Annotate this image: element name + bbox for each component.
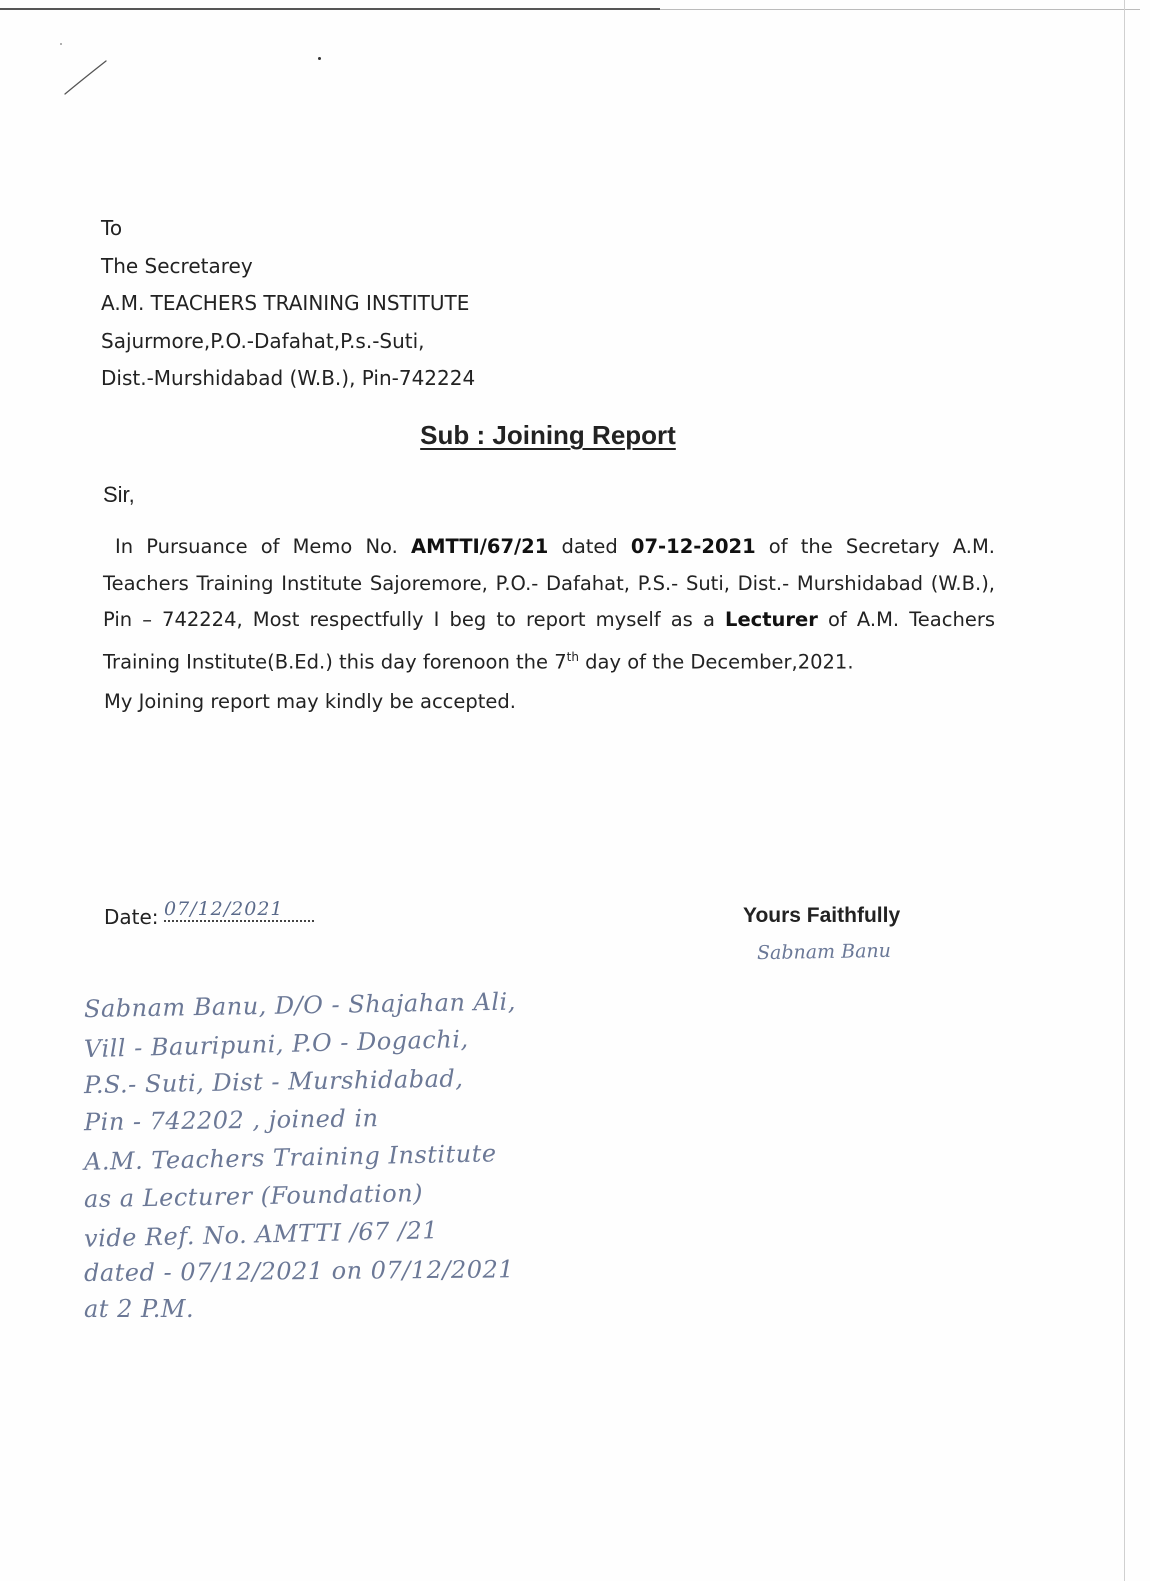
pen-tick-mark	[62, 58, 110, 98]
scan-edge-line-faint	[660, 9, 1140, 10]
scan-edge-line	[0, 8, 660, 10]
subject-text: Sub : Joining Report	[420, 420, 676, 450]
handwritten-line: Vill - Bauripuni, P.O - Dogachi,	[83, 1025, 469, 1064]
handwritten-note	[84, 986, 554, 1328]
date-label: Date:	[104, 905, 159, 929]
handwritten-line: vide Ref. No. AMTTI /67 /21	[83, 1216, 439, 1253]
recipient-address	[101, 210, 475, 398]
handwritten-line: A.M. Teachers Training Institute	[83, 1139, 497, 1176]
address-to: To	[101, 216, 123, 240]
memo-date: 07-12-2021	[630, 535, 756, 558]
scan-right-edge	[1124, 0, 1125, 1581]
post-title: Lecturer	[725, 608, 818, 631]
body-text-5: day of the December,2021.	[585, 650, 854, 673]
handwritten-line: P.S.- Suti, Dist - Murshidabad,	[83, 1064, 464, 1100]
scan-speck	[60, 43, 62, 45]
body-text-2: dated	[561, 535, 618, 558]
signature: Sabnam Banu	[756, 939, 892, 965]
address-institute: A.M. TEACHERS TRAINING INSTITUTE	[101, 291, 470, 315]
subject-heading	[0, 420, 1096, 451]
handwritten-line: Sabnam Banu, D/O - Shajahan Ali,	[83, 987, 517, 1024]
handwritten-line: at 2 P.M.	[84, 1295, 195, 1323]
closing-request: My Joining report may kindly be accepted.	[104, 690, 516, 713]
ordinal-suffix: th	[566, 649, 579, 664]
handwritten-line: as a Lecturer (Foundation)	[83, 1179, 424, 1214]
handwritten-line: Pin - 742202 , joined in	[83, 1104, 379, 1137]
address-line-1: Sajurmore,P.O.-Dafahat,P.s.-Suti,	[101, 328, 425, 353]
salutation: Sir,	[103, 482, 135, 507]
body-text-3: of the Secretary A.M. Teachers Training Institute Sajoremore, P.O.- Dafahat, P.S.- Suti, Dist.- Murshidabad (W.B.), Pin – 742224, Most respectfully I beg to report myself as a	[103, 535, 995, 631]
address-line-2: Dist.-Murshidabad (W.B.), Pin-742224	[101, 366, 476, 390]
scan-speck	[318, 57, 321, 60]
memo-number: AMTTI/67/21	[410, 535, 549, 558]
address-recipient: The Secretarey	[101, 253, 253, 278]
yours-faithfully: Yours Faithfully	[743, 904, 901, 927]
handwritten-line: dated - 07/12/2021 on 07/12/2021	[83, 1255, 515, 1288]
date-handwritten: 07/12/2021	[164, 898, 314, 922]
body-paragraph	[103, 529, 995, 681]
body-text-4: of A.M. Teachers Training Institute(B.Ed.) this day forenoon the 7	[103, 608, 996, 673]
body-text-1: In Pursuance of Memo No.	[115, 535, 398, 558]
